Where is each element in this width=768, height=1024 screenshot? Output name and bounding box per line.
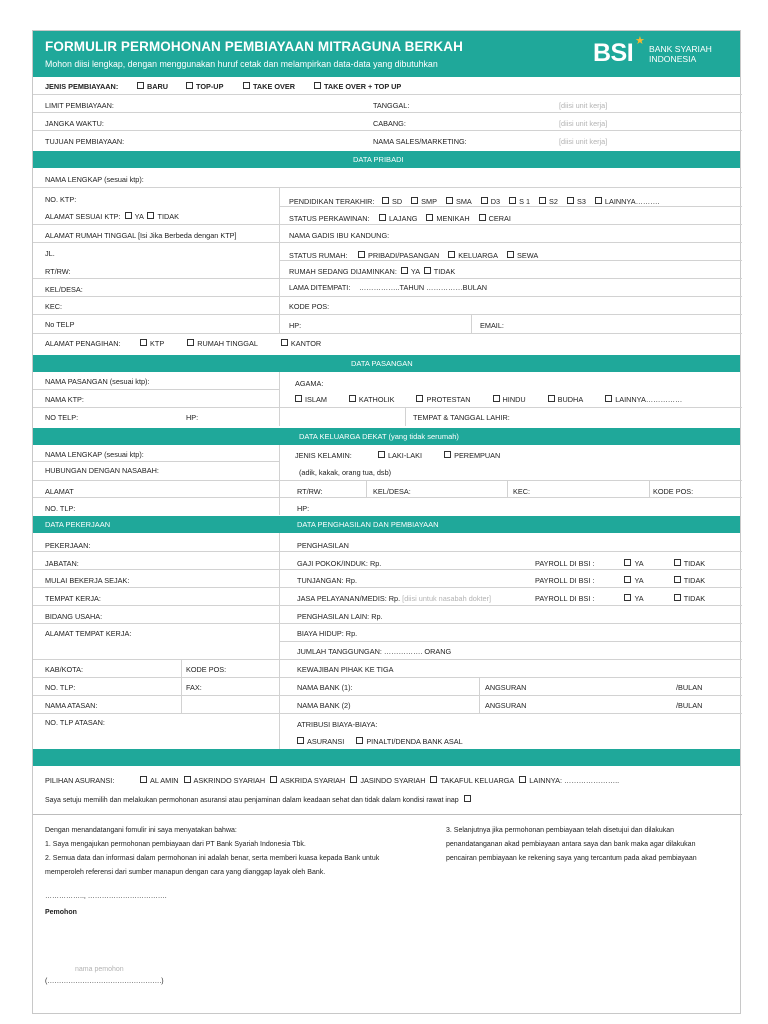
pernyataan-3b: penandatanganan akad pembiayaan antara saya dan bank maka agar dilakukan bbox=[446, 841, 696, 848]
penagihan-options[interactable]: KTP RUMAH TINGGAL KANTOR bbox=[140, 339, 330, 348]
keluarga-notlp-label: NO. TLP: bbox=[45, 504, 76, 513]
nama-pasangan-label: NAMA PASANGAN (sesuai ktp): bbox=[45, 377, 150, 386]
alamat-rumah-label: ALAMAT RUMAH TINGGAL [Isi Jika Berbeda dengan KTP] bbox=[45, 231, 237, 240]
limit-label: LIMIT PEMBIAYAAN: bbox=[45, 101, 114, 110]
jl-label: JL. bbox=[45, 249, 55, 258]
keluarga-kodepos-label: KODE POS: bbox=[653, 487, 694, 496]
pekerjaan-label: PEKERJAAN: bbox=[45, 541, 91, 550]
tanggal-label: TANGGAL: bbox=[373, 101, 410, 110]
agama-options[interactable]: ISLAM KATHOLIK PROTESTAN HINDU BUDHA LAINNYA…………… bbox=[295, 395, 691, 404]
lama-label: LAMA DITEMPATI: bbox=[289, 283, 351, 292]
payroll-1[interactable]: PAYROLL DI BSI : YA TIDAK bbox=[535, 559, 706, 568]
mulai-label: MULAI BEKERJA SEJAK: bbox=[45, 576, 130, 585]
nama-ktp-label: NAMA KTP: bbox=[45, 395, 84, 404]
cabang-label: CABANG: bbox=[373, 119, 406, 128]
tunjangan-label: TUNJANGAN: Rp. bbox=[297, 576, 358, 585]
tujuan-label: TUJUAN PEMBIAYAAN: bbox=[45, 137, 125, 146]
hubungan-label: HUBUNGAN DENGAN NASABAH: bbox=[45, 466, 159, 475]
jenis-opt-baru[interactable]: BARU bbox=[137, 82, 168, 91]
keluarga-alamat-label: ALAMAT bbox=[45, 487, 74, 496]
application-form bbox=[32, 30, 741, 1014]
jasa-label: JASA PELAYANAN/MEDIS: Rp. [diisi untuk nasabah dokter] bbox=[297, 594, 492, 603]
bulan-1-label: /BULAN bbox=[676, 683, 703, 692]
pendidikan-label: PENDIDIKAN TERAKHIR: bbox=[289, 197, 375, 206]
kawin-options[interactable]: LAJANG MENIKAH CERAI bbox=[379, 214, 520, 223]
asuransi-consent[interactable]: Saya setuju memilih dan melakukan permohonan asuransi atau penjaminan dalam keadaan sehat dan tidak dalam kondisi rawat inap bbox=[45, 795, 474, 804]
keluarga-rtrw-label: RT/RW: bbox=[297, 487, 323, 496]
section-data-keluarga bbox=[33, 428, 740, 445]
section-data-pribadi bbox=[33, 151, 740, 168]
jenis-opt-topup[interactable]: TOP-UP bbox=[186, 82, 223, 91]
angsuran-2-label: ANGSURAN bbox=[485, 701, 527, 710]
pendidikan-options[interactable]: SD SMP SMA D3 S 1 S2 S3 LAINNYA………. bbox=[382, 197, 669, 206]
logo-wordmark: BSI bbox=[593, 39, 634, 67]
email-label: EMAIL: bbox=[480, 321, 504, 330]
nama-lengkap-label: NAMA LENGKAP (sesuai ktp): bbox=[45, 175, 144, 184]
jenis-opt-takeover-topup[interactable]: TAKE OVER + TOP UP bbox=[314, 82, 401, 91]
jangka-label: JANGKA WAKTU: bbox=[45, 119, 104, 128]
biaya-label: BIAYA HIDUP: Rp. bbox=[297, 629, 358, 638]
rumah-options[interactable]: PRIBADI/PASANGAN KELUARGA SEWA bbox=[358, 251, 547, 260]
angsuran-1-label: ANGSURAN bbox=[485, 683, 527, 692]
atasan-label: NAMA ATASAN: bbox=[45, 701, 98, 710]
section-asuransi-bar bbox=[33, 749, 740, 766]
pernyataan-3c: pencairan pembiayaan ke rekening saya yang tercantum pada akad pembiayaan bbox=[446, 855, 697, 862]
ibu-label: NAMA GADIS IBU KANDUNG: bbox=[289, 231, 390, 240]
jk-label: JENIS KELAMIN: bbox=[295, 451, 352, 460]
pasangan-hp-label: HP: bbox=[186, 413, 199, 422]
notelp-label: No TELP bbox=[45, 320, 75, 329]
penghasilan-label: PENGHASILAN bbox=[297, 541, 349, 550]
status-rumah-label: STATUS RUMAH: bbox=[289, 251, 348, 260]
signature-line[interactable]: (………………………………………….) bbox=[45, 978, 164, 985]
kodepos-label: KODE POS: bbox=[289, 302, 330, 311]
section-title: DATA KELUARGA DEKAT (yang tidak serumah) bbox=[299, 432, 459, 441]
section-title-penghasilan: DATA PENGHASILAN DAN PEMBIAYAAN bbox=[297, 520, 439, 529]
sales-label: NAMA SALES/MARKETING: bbox=[373, 137, 467, 146]
section-data-pasangan bbox=[33, 355, 740, 372]
form-subtitle: Mohon diisi lengkap, dengan menggunakan huruf cetak dan melampirkan data-data yang dibutuhkan bbox=[45, 59, 438, 69]
tlp-atasan-label: NO. TLP ATASAN: bbox=[45, 718, 105, 727]
ttl-label: TEMPAT & TANGGAL LAHIR: bbox=[413, 413, 510, 422]
payroll-2[interactable]: PAYROLL DI BSI : YA TIDAK bbox=[535, 576, 706, 585]
keluarga-kec-label: KEC: bbox=[513, 487, 531, 496]
star-icon: ★ bbox=[635, 35, 645, 47]
pernyataan-1: 1. Saya mengajukan permohonan pembiayaan dari PT Bank Syariah Indonesia Tbk. bbox=[45, 841, 306, 848]
pemohon-label: Pemohon bbox=[45, 909, 77, 916]
asuransi-label: PILIHAN ASURANSI: bbox=[45, 776, 115, 785]
tempat-kerja-label: TEMPAT KERJA: bbox=[45, 594, 101, 603]
date-line[interactable]: …………….., ……………………………. bbox=[45, 893, 167, 900]
alamat-kerja-label: ALAMAT TEMPAT KERJA: bbox=[45, 629, 132, 638]
noktp-label: NO. KTP: bbox=[45, 195, 77, 204]
fax-label: FAX: bbox=[186, 683, 202, 692]
keluarga-hp-label: HP: bbox=[297, 504, 310, 513]
dijaminkan-label: RUMAH SEDANG DIJAMINKAN: YA TIDAK bbox=[289, 267, 456, 276]
section-title: DATA PASANGAN bbox=[351, 359, 413, 368]
pekerjaan-kodepos-label: KODE POS: bbox=[186, 665, 227, 674]
hp-label: HP: bbox=[289, 321, 302, 330]
alamat-ktp-label: ALAMAT SESUAI KTP: YA TIDAK bbox=[45, 212, 179, 221]
section-data-pekerjaan bbox=[33, 516, 740, 533]
jenis-opt-takeover[interactable]: TAKE OVER bbox=[243, 82, 295, 91]
atribusi-options[interactable]: ASURANSI PINALTI/DENDA BANK ASAL bbox=[297, 737, 472, 746]
kewajiban-label: KEWAJIBAN PIHAK KE TIGA bbox=[297, 665, 394, 674]
bank2-label: NAMA BANK (2) bbox=[297, 701, 351, 710]
pernyataan-3a: 3. Selanjutnya jika permohonan pembiayaan telah disetujui dan dilakukan bbox=[446, 827, 675, 834]
status-kawin-label: STATUS PERKAWINAN: bbox=[289, 214, 370, 223]
keluarga-keldesa-label: KEL/DESA: bbox=[373, 487, 411, 496]
form-title: FORMULIR PERMOHONAN PEMBIAYAAN MITRAGUNA BERKAH bbox=[45, 39, 463, 54]
lama-value[interactable]: ……………..TAHUN ……………BULAN bbox=[359, 283, 487, 292]
sales-placeholder[interactable]: [diisi unit kerja] bbox=[559, 137, 608, 146]
bank1-label: NAMA BANK (1): bbox=[297, 683, 353, 692]
jabatan-label: JABATAN: bbox=[45, 559, 79, 568]
keldesa-label: KEL/DESA: bbox=[45, 285, 83, 294]
hubungan-note: (adik, kakak, orang tua, dsb) bbox=[299, 468, 392, 477]
atribusi-label: ATRIBUSI BIAYA-BIAYA: bbox=[297, 720, 378, 729]
keluarga-nama-label: NAMA LENGKAP (sesuai ktp): bbox=[45, 450, 144, 459]
pernyataan-2b: memperoleh referensi dari sumber manapun dengan cara yang dianggap layak oleh Bank. bbox=[45, 869, 326, 876]
bulan-2-label: /BULAN bbox=[676, 701, 703, 710]
tanggal-placeholder[interactable]: [diisi unit kerja] bbox=[559, 101, 608, 110]
lain-label: PENGHASILAN LAIN: Rp. bbox=[297, 612, 383, 621]
form-header bbox=[33, 31, 740, 77]
payroll-3[interactable]: PAYROLL DI BSI : YA TIDAK bbox=[535, 594, 706, 603]
jk-options[interactable]: LAKI-LAKI PEREMPUAN bbox=[378, 451, 509, 460]
pekerjaan-notlp-label: NO. TLP: bbox=[45, 683, 76, 692]
penagihan-label: ALAMAT PENAGIHAN: bbox=[45, 339, 121, 348]
pasangan-notelp-label: NO TELP: bbox=[45, 413, 79, 422]
pernyataan-2a: 2. Semua data dan informasi dalam permohonan ini adalah benar, serta memberi kuasa kepada Bank untuk bbox=[45, 855, 380, 862]
kabkota-label: KAB/KOTA: bbox=[45, 665, 83, 674]
tanggungan-label: JUMLAH TANGGUNGAN: ……………. ORANG bbox=[297, 647, 452, 656]
section-title-pekerjaan: DATA PEKERJAAN bbox=[45, 520, 111, 529]
rtrw-label: RT/RW: bbox=[45, 267, 71, 276]
asuransi-options[interactable]: AL AMIN ASKRINDO SYARIAH ASKRIDA SYARIAH JASINDO SYARIAH TAKAFUL KELUARGA LAINNYA: ………………….. bbox=[140, 776, 628, 785]
nama-pemohon-placeholder[interactable]: nama pemohon bbox=[75, 966, 124, 973]
cabang-placeholder[interactable]: [diisi unit kerja] bbox=[559, 119, 608, 128]
bidang-label: BIDANG USAHA: bbox=[45, 612, 103, 621]
agama-label: AGAMA: bbox=[295, 379, 324, 388]
section-title: DATA PRIBADI bbox=[353, 155, 404, 164]
jenis-pembiayaan-label: JENIS PEMBIAYAAN: bbox=[45, 82, 119, 91]
kec-label: KEC: bbox=[45, 302, 63, 311]
pernyataan-intro: Dengan menandatangani fomulir ini saya menyatakan bahwa: bbox=[45, 827, 237, 834]
gaji-label: GAJI POKOK/INDUK: Rp. bbox=[297, 559, 382, 568]
bank-name: BANK SYARIAH INDONESIA bbox=[649, 44, 712, 64]
